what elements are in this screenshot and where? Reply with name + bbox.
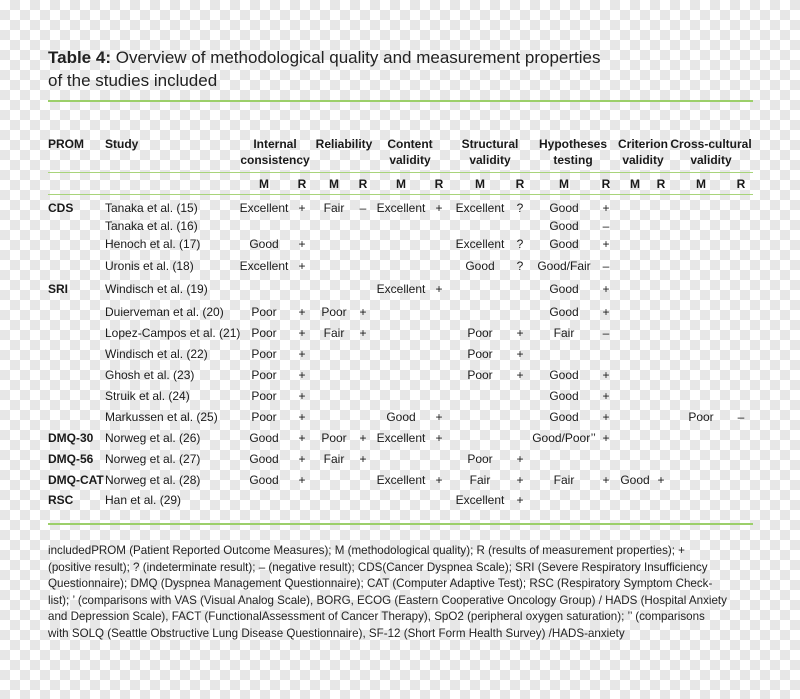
study-name: Norweg et al. (27) [105,452,201,466]
note-line: list); ’ (comparisons with VAS (Visual Analog Scale), BORG, ECOG (Eastern Cooperative Oncology Group) / HADS (Hospital Anxiety [48,593,727,607]
header-r: R [297,177,307,191]
study-name: Windisch et al. (22) [105,347,208,361]
result-cell: + [298,347,306,361]
quality-cell: Fair [553,326,575,340]
header-property: Hypotheses [538,137,608,151]
result-cell: + [516,347,524,361]
result-cell: ? [516,259,524,273]
header-property: Internal [253,137,297,151]
quality-cell: Poor [467,347,493,361]
quality-cell: Poor [467,326,493,340]
header-m: M [630,177,640,191]
study-name: Tanaka et al. (16) [105,219,198,233]
note-line: Questionnaire); DMQ (Dyspnea Management Questionnaire); CAT (Computer Adaptive Test); RSC (Respiratory Symptom Check- [48,577,713,590]
note-line: includedPROM (Patient Reported Outcome Measures); M (methodological quality); R (results of measurement properties); + [48,544,685,557]
result-cell: – [359,201,367,215]
quality-cell: Excellent [455,493,505,507]
header-property-line2: testing [553,153,593,167]
study-name: Lopez-Campos et al. (21) [105,326,241,340]
quality-cell: Poor [251,389,277,403]
header-property-line2: validity [469,153,511,167]
quality-cell: Poor [688,410,714,424]
result-cell: + [602,368,610,382]
quality-cell: Good [386,410,416,424]
quality-cell: Fair [323,201,345,215]
result-cell: + [435,201,443,215]
result-cell: + [359,452,367,466]
result-cell: – [602,259,610,273]
note-line: with SOLQ (Seattle Obstructive Lung Disease Questionnaire), SF-12 (Short Form Health Survey) /HADS-anxiety [48,626,625,640]
prom-name: SRI [48,282,69,296]
quality-cell: Good [465,259,495,273]
table-caption-line2: of the studies included [48,71,218,90]
study-name: Norweg et al. (26) [105,431,201,445]
quality-cell: Good [549,368,579,382]
quality-cell: Fair [323,326,345,340]
study-name: Ghosh et al. (23) [105,368,195,382]
result-cell: + [657,473,665,487]
result-cell: ? [516,201,524,215]
result-cell: + [602,473,610,487]
quality-cell: Poor [321,431,347,445]
result-cell: + [435,282,443,296]
table-caption: Overview of methodological quality and measurement properties [115,48,601,67]
quality-cell: Poor [251,305,277,319]
header-property: Content [387,137,433,151]
header-property-line2: validity [622,153,664,167]
quality-cell: Fair [469,473,491,487]
result-cell: + [516,368,524,382]
header-study: Study [105,137,139,151]
study-name: Windisch et al. (19) [105,282,208,296]
result-cell: + [359,326,367,340]
quality-cell: Poor [467,452,493,466]
header-property: Reliability [315,137,373,151]
result-cell: + [435,410,443,424]
header-property: Cross-cultural [670,137,752,151]
header-m: M [329,177,339,191]
header-m: M [475,177,485,191]
quality-cell: Excellent [455,201,505,215]
quality-cell: Poor [251,368,277,382]
result-cell: + [516,452,524,466]
header-prom: PROM [48,137,84,151]
result-cell: + [602,389,610,403]
study-name: Uronis et al. (18) [105,259,194,273]
quality-cell: Good [549,237,579,251]
result-cell: + [516,473,524,487]
study-name: Tanaka et al. (15) [105,201,198,215]
study-name: Norweg et al. (28) [105,473,201,487]
header-r: R [656,177,666,191]
result-cell: + [298,452,306,466]
table-title [48,46,748,92]
result-cell: + [298,368,306,382]
result-cell: + [298,410,306,424]
result-cell: + [298,237,306,251]
prom-name: RSC [48,493,74,507]
header-property-line2: validity [389,153,431,167]
quality-cell: Good [549,389,579,403]
quality-cell: Good [549,410,579,424]
quality-cell: Excellent [376,473,426,487]
quality-cell: Poor [251,410,277,424]
header-m: M [559,177,569,191]
result-cell: + [298,389,306,403]
note-line: (positive result); ? (indeterminate result); – (negative result); CDS(Cancer Dyspnea Scale); SRI (Severe Respiratory Insufficiency [48,560,708,574]
header-property: Structural [461,137,519,151]
quality-cell: Good/Fair [537,259,591,273]
quality-cell: Good [549,282,579,296]
result-cell: – [737,410,745,424]
result-cell: – [602,219,610,233]
quality-cell: Good [549,201,579,215]
quality-cell: Poor [251,326,277,340]
note-line: and Depression Scale), FACT (FunctionalAssessment of Cancer Therapy), SpO2 (peripheral oxygen saturation); ’’ (comparisons [48,610,705,623]
result-cell: + [435,431,443,445]
header-m: M [696,177,706,191]
quality-cell: Excellent [376,282,426,296]
header-rule-1 [48,172,753,173]
result-cell: + [359,305,367,319]
quality-cell: Poor [467,368,493,382]
result-cell: + [602,431,610,445]
header-rule-2 [48,194,753,195]
quality-cell: Excellent [455,237,505,251]
study-name: Struik et al. (24) [105,389,190,403]
header-r: R [601,177,611,191]
result-cell: + [298,259,306,273]
table-notes [48,543,758,642]
result-cell: + [298,201,306,215]
study-name: Han et al. (29) [105,493,182,507]
result-cell: + [602,410,610,424]
header-property: Criterion [617,137,668,151]
quality-cell: Good [620,473,650,487]
result-cell: + [298,305,306,319]
quality-cell: Good [549,305,579,319]
quality-cell: Excellent [239,201,289,215]
quality-cell: Fair [553,473,575,487]
header-r: R [434,177,444,191]
quality-cell: Excellent [376,431,426,445]
prom-name: DMQ-56 [48,452,94,466]
study-name: Markussen et al. (25) [105,410,218,424]
result-cell: + [298,326,306,340]
quality-cell: Fair [323,452,345,466]
top-rule [48,100,753,102]
result-cell: + [435,473,443,487]
quality-cell: Good/Poor’’ [532,431,596,445]
quality-cell: Excellent [239,259,289,273]
result-cell: + [602,305,610,319]
prom-name: DMQ-30 [48,431,94,445]
quality-cell: Good [249,473,279,487]
study-name: Henoch et al. (17) [105,237,201,251]
header-property-line2: validity [690,153,732,167]
header-property-line2: consistency [240,153,310,167]
quality-cell: Poor [321,305,347,319]
result-cell: + [298,473,306,487]
header-m: M [259,177,269,191]
result-cell: – [602,326,610,340]
prom-name: DMQ-CAT [48,473,104,487]
result-cell: + [298,431,306,445]
header-m: M [396,177,406,191]
prom-name: CDS [48,201,74,215]
quality-cell: Good [249,452,279,466]
result-cell: + [516,493,524,507]
quality-cell: Good [249,237,279,251]
result-cell: ? [516,237,524,251]
table-label: Table 4: [48,48,111,67]
study-name: Duierveman et al. (20) [105,305,224,319]
header-r: R [515,177,525,191]
quality-cell: Poor [251,347,277,361]
bottom-rule [48,523,753,525]
result-cell: + [359,431,367,445]
header-r: R [358,177,368,191]
result-cell: + [602,282,610,296]
header-r: R [736,177,746,191]
result-cell: + [602,201,610,215]
quality-cell: Good [249,431,279,445]
result-cell: + [516,326,524,340]
result-cell: + [602,237,610,251]
quality-cell: Excellent [376,201,426,215]
quality-cell: Good [549,219,579,233]
